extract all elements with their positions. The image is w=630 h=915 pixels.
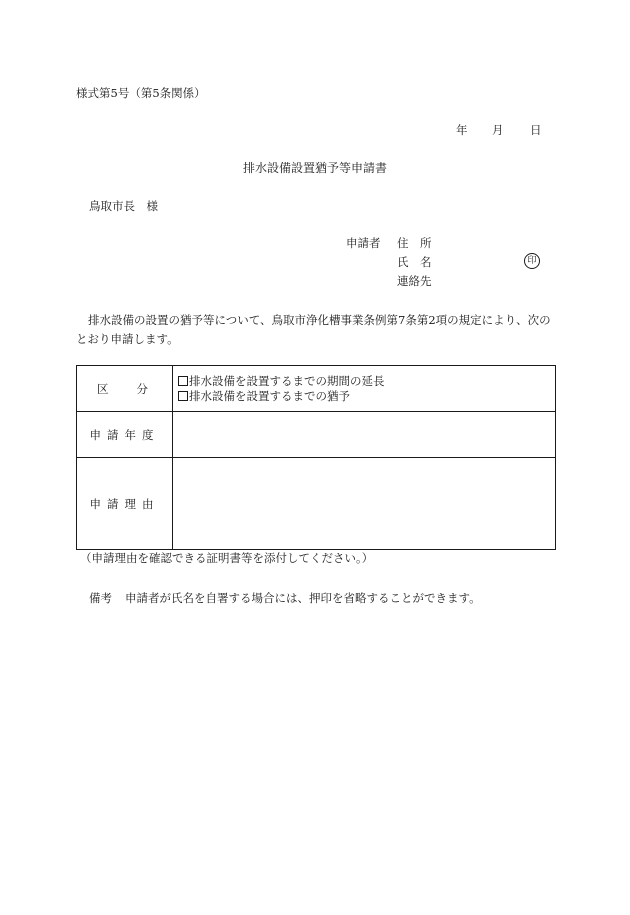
reason-label-cell bbox=[77, 458, 173, 550]
option-extension[interactable] bbox=[173, 374, 555, 389]
remarks bbox=[89, 591, 481, 605]
name-label: 氏 名 bbox=[397, 255, 432, 269]
date-year: 年 bbox=[456, 123, 468, 137]
date-day: 日 bbox=[530, 123, 542, 137]
address-label: 住 所 bbox=[397, 236, 432, 250]
contact-label: 連絡先 bbox=[397, 274, 432, 288]
category-label-b: 分 bbox=[136, 381, 154, 396]
body-text: 排水設備の設置の猶予等について、鳥取市浄化槽事業条例第7条第2項の規定により、次のとおり申請します。 bbox=[76, 313, 551, 346]
checkbox-icon[interactable] bbox=[178, 376, 188, 386]
category-label-cell bbox=[77, 366, 173, 412]
date-month: 月 bbox=[492, 123, 504, 137]
year-row bbox=[77, 412, 556, 458]
application-table bbox=[76, 365, 556, 550]
form-title: 排水設備設置猶予等申請書 bbox=[242, 161, 387, 175]
remarks-label: 備考 bbox=[89, 591, 112, 605]
date-line bbox=[456, 123, 542, 137]
reason-row bbox=[77, 458, 556, 550]
reason-input-cell[interactable] bbox=[173, 458, 556, 550]
checkbox-icon[interactable] bbox=[178, 391, 188, 401]
category-label-a: 区 bbox=[97, 381, 115, 396]
addressee: 鳥取市長 様 bbox=[89, 199, 158, 213]
attachment-note: （申請理由を確認できる証明書等を添付してください。） bbox=[80, 551, 374, 565]
option-postpone[interactable] bbox=[173, 389, 555, 404]
option-extension-label: 排水設備を設置するまでの期間の延長 bbox=[189, 373, 385, 388]
year-input-cell[interactable] bbox=[173, 412, 556, 458]
year-label-cell bbox=[77, 412, 173, 458]
category-row bbox=[77, 366, 556, 412]
option-postpone-label: 排水設備を設置するまでの猶予 bbox=[189, 388, 350, 403]
reason-label: 申請理由 bbox=[89, 496, 160, 511]
remarks-text: 申請者が氏名を自署する場合には、押印を省略することができます。 bbox=[125, 591, 481, 605]
form-id: 様式第5号（第5条関係） bbox=[76, 86, 206, 100]
applicant-label: 申請者 bbox=[346, 236, 381, 250]
category-options-cell bbox=[173, 366, 556, 412]
seal-mark: 印 bbox=[524, 253, 540, 269]
year-label: 申請年度 bbox=[89, 427, 160, 442]
